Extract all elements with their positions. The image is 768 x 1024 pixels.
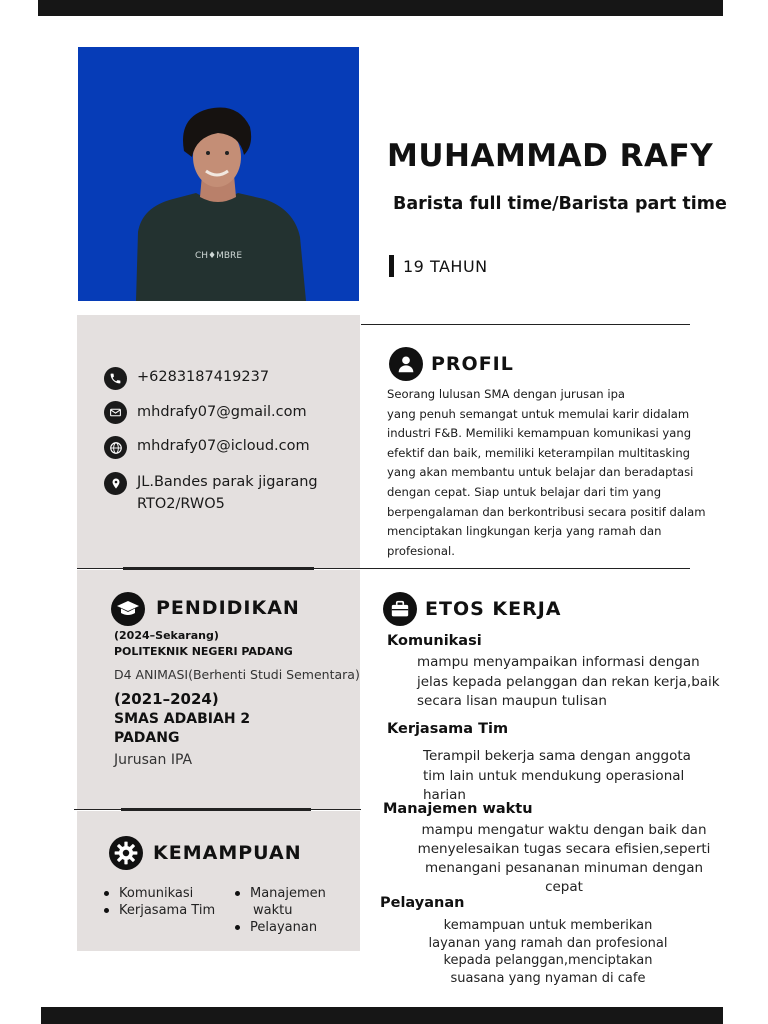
location-pin-icon <box>104 472 127 495</box>
graduation-cap-icon <box>111 592 145 626</box>
skills-panel <box>77 811 360 951</box>
etos-pelayanan-desc: kemampuan untuk memberikan layanan yang ramah dan profesional kepada pelanggan,menciptakan suasana yang nyaman di cafe <box>428 918 668 986</box>
etos-manajemen-desc: mampu mengatur waktu dengan baik dan menyelesaikan tugas secara efisien,seperti menangani pesananan minuman dengan cepat <box>417 822 711 895</box>
edu2-school-line2: PADANG <box>114 730 180 746</box>
globe-icon <box>104 436 127 459</box>
etos-manajemen-heading: Manajemen waktu <box>383 801 533 817</box>
phone-icon <box>104 367 127 390</box>
skill-kerjasama-tim: Kerjasama Tim <box>104 902 215 919</box>
etos-kerjasama-heading: Kerjasama Tim <box>387 721 509 737</box>
contact-email[interactable]: mhdrafy07@gmail.com <box>137 404 307 420</box>
user-icon <box>389 347 423 381</box>
pendidikan-heading: PENDIDIKAN <box>156 597 300 619</box>
contact-icloud[interactable]: mhdrafy07@icloud.com <box>137 438 310 454</box>
contact-address-line2: RTO2/RWO5 <box>137 496 225 512</box>
briefcase-icon <box>383 592 417 626</box>
divider-accent-1 <box>123 567 314 570</box>
profile-photo <box>78 47 359 301</box>
profil-body: yang penuh semangat untuk memulai karir didalam industri F&B. Memiliki kemampuan komunikasi yang efektif dan baik, memiliki keterampilan multitasking yang akan membantu untuk belajar dan beradaptasi dengan cepat. Siap untuk belajar dari tim yang berpengalaman dan berkontribusi secara positif dalam menciptakan lingkungan kerja yang ramah dan profesional. <box>387 406 706 558</box>
shirt-logo-text: CH♦MBRE <box>195 251 242 261</box>
contact-address-line1: JL.Bandes parak jigarang <box>137 474 318 490</box>
edu2-period: (2021–2024) <box>114 690 219 708</box>
edu1-school: POLITEKNIK NEGERI PADANG <box>114 645 293 658</box>
edu2-school-line1: SMAS ADABIAH 2 <box>114 711 251 727</box>
etos-komunikasi-desc: mampu menyampaikan informasi dengan jelas kepada pelanggan dan rekan kerja,baik secara lisan maupun tulisan <box>417 654 720 709</box>
person-illustration <box>78 47 359 301</box>
skill-komunikasi: Komunikasi <box>104 885 193 902</box>
skill-manajemen-waktu-line2: waktu <box>253 903 293 918</box>
contact-phone[interactable]: +6283187419237 <box>137 369 270 385</box>
job-subtitle: Barista full time/Barista part time <box>393 194 727 214</box>
top-bar <box>38 0 723 16</box>
profil-first-line: Seorang lulusan SMA dengan jurusan ipa <box>387 387 626 401</box>
age-accent-bar <box>389 255 394 277</box>
mail-icon <box>104 401 127 424</box>
edu1-program: D4 ANIMASI(Berhenti Studi Sementara) <box>114 667 360 682</box>
page-title: MUHAMMAD RAFY <box>387 138 714 174</box>
etos-kerjasama-desc: Terampil bekerja sama dengan anggota tim lain untuk mendukung operasional harian <box>423 748 691 803</box>
age-label: 19 TAHUN <box>403 257 488 276</box>
skill-manajemen-waktu: Manajemen <box>235 885 326 902</box>
divider-top <box>361 324 690 325</box>
bottom-bar <box>41 1007 723 1024</box>
kemampuan-heading: KEMAMPUAN <box>153 842 302 864</box>
skill-pelayanan: Pelayanan <box>235 919 317 936</box>
etos-pelayanan-heading: Pelayanan <box>380 895 465 911</box>
etos-kerja-heading: ETOS KERJA <box>425 598 562 620</box>
profil-heading: PROFIL <box>431 353 514 375</box>
divider-accent-2 <box>121 808 311 811</box>
profil-text <box>387 385 722 561</box>
gear-icon <box>109 836 143 870</box>
edu2-major: Jurusan IPA <box>114 752 193 768</box>
etos-komunikasi-heading: Komunikasi <box>387 633 482 649</box>
edu1-period: (2024–Sekarang) <box>114 629 219 642</box>
